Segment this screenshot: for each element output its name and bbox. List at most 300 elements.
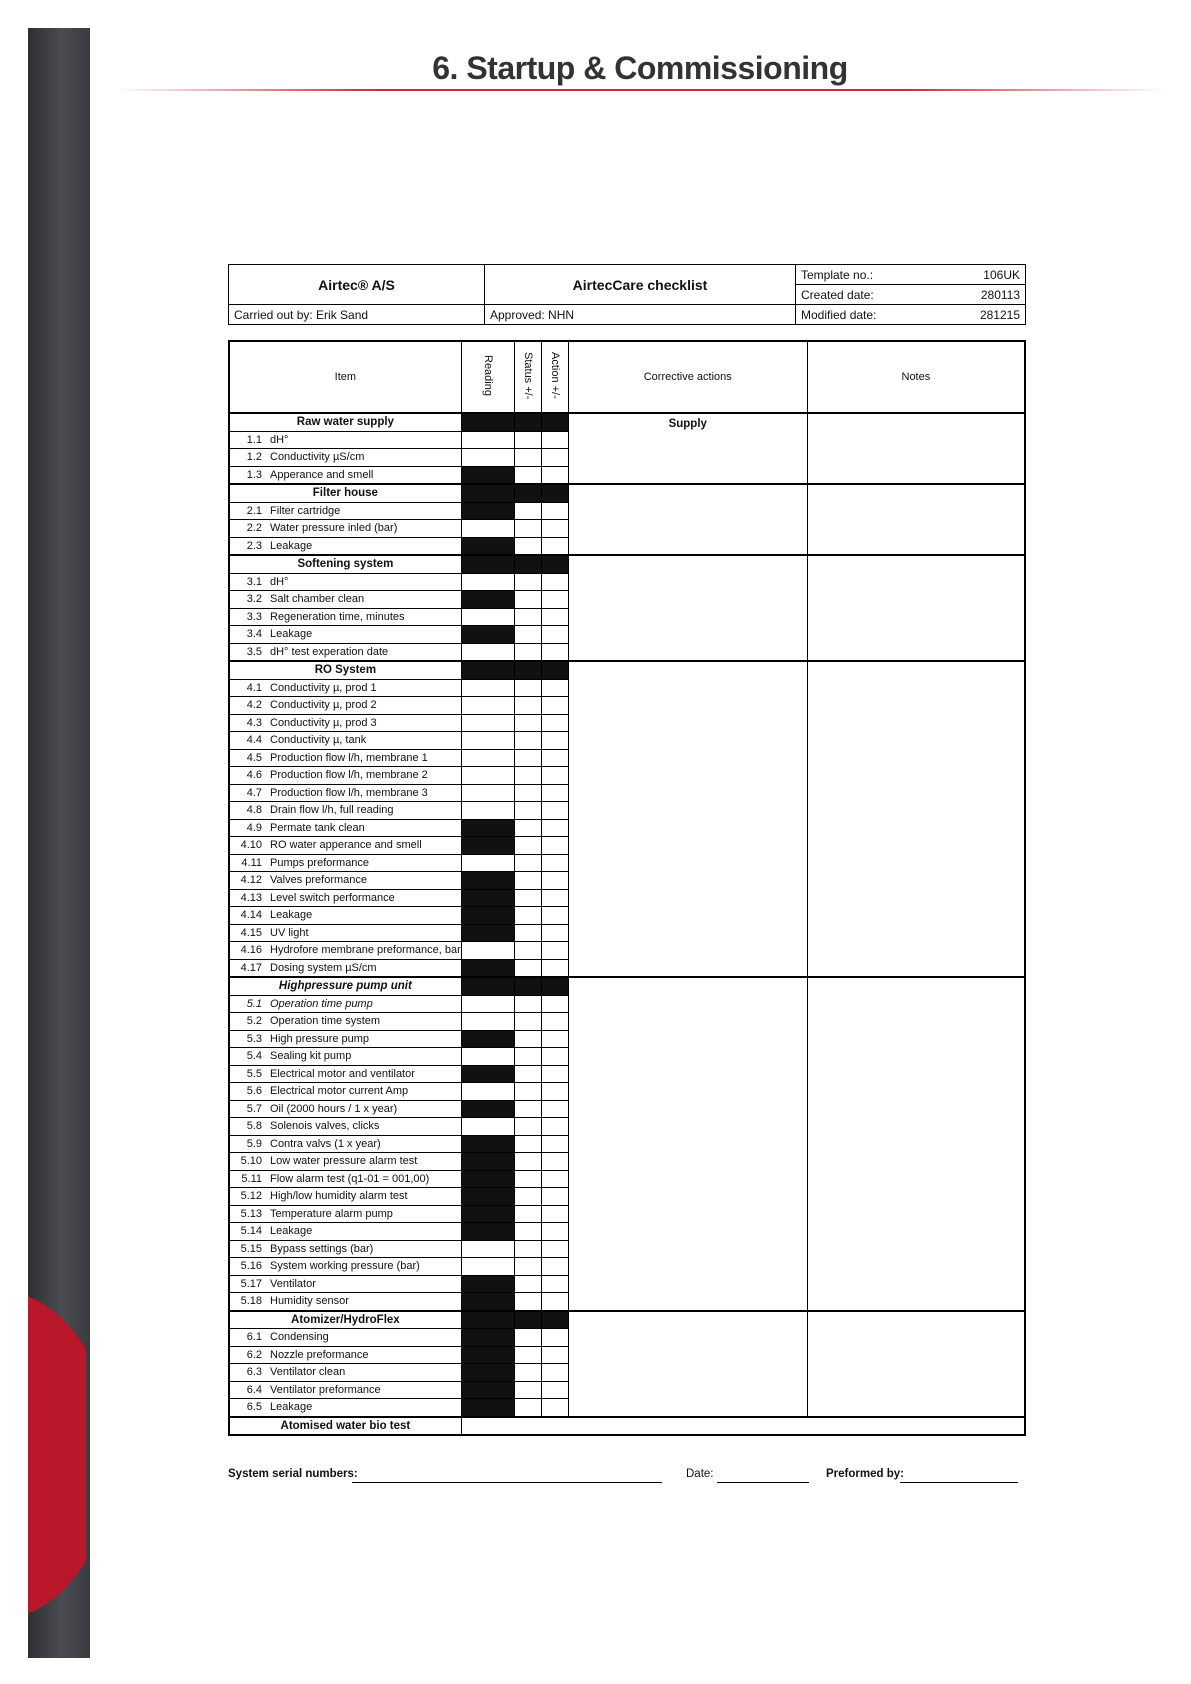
status-cell[interactable] [514, 1153, 541, 1171]
item-label: Hydrofore membrane preformance, bar [270, 944, 461, 957]
status-cell[interactable] [514, 449, 541, 467]
reading-cell[interactable] [461, 573, 514, 591]
action-cell[interactable] [541, 520, 568, 538]
item-label: Ventilator preformance [270, 1383, 381, 1396]
action-cell[interactable] [541, 924, 568, 942]
status-cell[interactable] [514, 466, 541, 484]
company-name: Airtec® A/S [229, 265, 485, 305]
action-cell[interactable] [541, 1223, 568, 1241]
section-title: RO System [229, 661, 461, 679]
status-cell[interactable] [514, 1399, 541, 1417]
item-number: 5.13 [240, 1207, 262, 1220]
notes-cell[interactable] [807, 977, 1025, 1311]
reading-blackout-cell [461, 1170, 514, 1188]
corrective-actions-cell[interactable] [568, 1311, 807, 1417]
status-cell[interactable] [514, 1258, 541, 1276]
item-cell [229, 697, 461, 715]
header-blackout-cell [514, 555, 541, 573]
status-cell[interactable] [514, 767, 541, 785]
item-label: High pressure pump [270, 1032, 370, 1045]
item-number: 4.7 [246, 786, 262, 799]
reading-cell[interactable] [461, 520, 514, 538]
status-cell[interactable] [514, 907, 541, 925]
status-cell[interactable] [514, 1030, 541, 1048]
section-row [229, 977, 1025, 995]
carried-out-by: Carried out by: Erik Sand [229, 305, 485, 325]
item-label: Electrical motor current Amp [270, 1085, 409, 1098]
item-cell [229, 714, 461, 732]
item-number: 4.3 [246, 716, 262, 729]
status-cell[interactable] [514, 995, 541, 1013]
bio-test-cell[interactable] [461, 1417, 1025, 1436]
item-label: Electrical motor and ventilator [270, 1067, 415, 1080]
item-number: 5.4 [246, 1050, 262, 1063]
reading-blackout-cell [461, 1153, 514, 1171]
status-cell[interactable] [514, 608, 541, 626]
notes-cell[interactable] [807, 484, 1025, 555]
item-label: Filter cartridge [270, 504, 341, 517]
item-cell [229, 1364, 461, 1382]
action-cell[interactable] [541, 643, 568, 661]
status-cell[interactable] [514, 714, 541, 732]
item-label: Regeneration time, minutes [270, 610, 405, 623]
status-cell[interactable] [514, 1240, 541, 1258]
item-number: 5.17 [240, 1277, 262, 1290]
status-cell[interactable] [514, 1275, 541, 1293]
action-cell[interactable] [541, 1170, 568, 1188]
reading-cell[interactable] [461, 854, 514, 872]
header-blackout-cell [541, 977, 568, 995]
action-cell[interactable] [541, 697, 568, 715]
status-cell[interactable] [514, 1118, 541, 1136]
item-number: 2.3 [246, 539, 262, 552]
action-cell[interactable] [541, 802, 568, 820]
action-cell[interactable] [541, 537, 568, 555]
action-cell[interactable] [541, 995, 568, 1013]
action-cell[interactable] [541, 466, 568, 484]
item-number: 5.6 [246, 1085, 262, 1098]
action-cell[interactable] [541, 714, 568, 732]
action-cell[interactable] [541, 1381, 568, 1399]
section-title: Filter house [229, 484, 461, 502]
modified-label: Modified date: [796, 305, 941, 325]
item-number: 6.4 [246, 1383, 262, 1396]
status-cell[interactable] [514, 802, 541, 820]
serial-label: System serial numbers: [228, 1468, 358, 1480]
action-cell[interactable] [541, 749, 568, 767]
reading-blackout-cell [461, 1293, 514, 1311]
header-blackout-cell [514, 413, 541, 431]
corrective-actions-cell[interactable] [568, 555, 807, 661]
item-number: 5.3 [246, 1032, 262, 1045]
reading-blackout-cell [461, 1135, 514, 1153]
reading-blackout-cell [461, 591, 514, 609]
action-cell[interactable] [541, 1364, 568, 1382]
item-label: Bypass settings (bar) [270, 1242, 374, 1255]
item-number: 4.10 [240, 839, 262, 852]
item-label: Leakage [270, 539, 313, 552]
status-cell[interactable] [514, 573, 541, 591]
item-label: Pumps preformance [270, 856, 370, 869]
item-number: 5.9 [246, 1137, 262, 1150]
header-blackout-cell [461, 413, 514, 431]
item-cell [229, 1258, 461, 1276]
item-cell [229, 1205, 461, 1223]
item-cell [229, 1381, 461, 1399]
reading-cell[interactable] [461, 784, 514, 802]
section-title: Softening system [229, 555, 461, 573]
header-blackout-cell [461, 977, 514, 995]
item-label: System working pressure (bar) [270, 1260, 420, 1273]
approved-by: Approved: NHN [485, 305, 796, 325]
action-cell[interactable] [541, 1399, 568, 1417]
action-cell[interactable] [541, 679, 568, 697]
reading-cell[interactable] [461, 431, 514, 449]
action-cell[interactable] [541, 1013, 568, 1031]
item-number: 4.11 [241, 856, 262, 869]
checklist-body [229, 413, 1025, 1435]
action-cell[interactable] [541, 1153, 568, 1171]
col-action-label: Action +/- [548, 352, 561, 399]
status-cell[interactable] [514, 784, 541, 802]
title-divider [115, 89, 1165, 91]
action-cell[interactable] [541, 767, 568, 785]
header-blackout-cell [461, 661, 514, 679]
status-cell[interactable] [514, 1135, 541, 1153]
reading-blackout-cell [461, 959, 514, 977]
action-cell[interactable] [541, 837, 568, 855]
status-cell[interactable] [514, 732, 541, 750]
status-cell[interactable] [514, 819, 541, 837]
action-cell[interactable] [541, 732, 568, 750]
page-title: 6. Startup & Commissioning [432, 50, 848, 86]
action-cell[interactable] [541, 854, 568, 872]
header-blackout-cell [541, 661, 568, 679]
item-number: 6.3 [246, 1366, 262, 1379]
reading-blackout-cell [461, 1364, 514, 1382]
action-cell[interactable] [541, 1346, 568, 1364]
item-label: Temperature alarm pump [270, 1207, 393, 1220]
action-cell[interactable] [541, 1118, 568, 1136]
action-cell[interactable] [541, 959, 568, 977]
reading-cell[interactable] [461, 1048, 514, 1066]
item-cell [229, 959, 461, 977]
corrective-actions-cell[interactable] [568, 977, 807, 1311]
status-cell[interactable] [514, 1223, 541, 1241]
item-number: 3.3 [246, 610, 262, 623]
header-blackout-cell [514, 1311, 541, 1329]
reading-cell[interactable] [461, 1083, 514, 1101]
item-cell [229, 1240, 461, 1258]
action-cell[interactable] [541, 942, 568, 960]
status-cell[interactable] [514, 1100, 541, 1118]
reading-blackout-cell [461, 1381, 514, 1399]
action-cell[interactable] [541, 1258, 568, 1276]
action-cell[interactable] [541, 784, 568, 802]
reading-cell[interactable] [461, 942, 514, 960]
bio-test-row [229, 1417, 1025, 1436]
reading-cell[interactable] [461, 449, 514, 467]
status-cell[interactable] [514, 942, 541, 960]
status-cell[interactable] [514, 854, 541, 872]
header-blackout-cell [461, 484, 514, 502]
item-number: 5.11 [241, 1172, 262, 1185]
item-cell [229, 679, 461, 697]
item-cell [229, 767, 461, 785]
action-cell[interactable] [541, 449, 568, 467]
reading-cell[interactable] [461, 732, 514, 750]
item-cell [229, 626, 461, 644]
action-cell[interactable] [541, 573, 568, 591]
status-cell[interactable] [514, 1048, 541, 1066]
reading-cell[interactable] [461, 608, 514, 626]
item-label: Operation time pump [270, 997, 373, 1010]
item-label: Valves preformance [270, 874, 368, 887]
item-label: Flow alarm test (q1-01 = 001,00) [270, 1172, 430, 1185]
action-cell[interactable] [541, 819, 568, 837]
reading-blackout-cell [461, 1346, 514, 1364]
reading-blackout-cell [461, 537, 514, 555]
status-cell[interactable] [514, 889, 541, 907]
item-cell [229, 819, 461, 837]
header-blackout-cell [461, 555, 514, 573]
item-cell [229, 1188, 461, 1206]
item-number: 4.9 [246, 821, 262, 834]
reading-cell[interactable] [461, 714, 514, 732]
item-number: 3.5 [246, 645, 262, 658]
checklist-table [228, 340, 1026, 1436]
checklist-header [228, 264, 1026, 325]
item-label: Production flow l/h, membrane 1 [270, 751, 428, 764]
item-label: Drain flow l/h, full reading [270, 804, 394, 817]
reading-cell[interactable] [461, 802, 514, 820]
item-label: Operation time system [270, 1015, 381, 1028]
item-cell [229, 749, 461, 767]
action-cell[interactable] [541, 1030, 568, 1048]
date-line[interactable] [717, 1482, 809, 1483]
status-cell[interactable] [514, 1013, 541, 1031]
item-cell [229, 924, 461, 942]
item-cell [229, 1346, 461, 1364]
item-label: Conductivity µ, tank [270, 734, 367, 747]
status-cell[interactable] [514, 1329, 541, 1347]
item-cell [229, 732, 461, 750]
item-label: Dosing system µS/cm [270, 961, 377, 974]
notes-cell[interactable] [807, 555, 1025, 661]
item-cell [229, 1170, 461, 1188]
action-cell[interactable] [541, 1100, 568, 1118]
corrective-actions-cell[interactable] [568, 661, 807, 977]
status-cell[interactable] [514, 591, 541, 609]
item-label: Level switch performance [270, 891, 395, 904]
action-cell[interactable] [541, 1065, 568, 1083]
item-number: 5.8 [246, 1120, 262, 1133]
item-cell [229, 431, 461, 449]
status-cell[interactable] [514, 537, 541, 555]
item-number: 4.13 [240, 891, 262, 904]
item-label: Condensing [270, 1331, 329, 1344]
reading-blackout-cell [461, 819, 514, 837]
item-label: Production flow l/h, membrane 3 [270, 786, 428, 799]
status-cell[interactable] [514, 924, 541, 942]
reading-blackout-cell [461, 1065, 514, 1083]
reading-cell[interactable] [461, 679, 514, 697]
action-cell[interactable] [541, 907, 568, 925]
item-number: 6.5 [246, 1401, 262, 1414]
status-cell[interactable] [514, 679, 541, 697]
status-cell[interactable] [514, 837, 541, 855]
item-number: 6.2 [246, 1348, 262, 1361]
item-cell [229, 1275, 461, 1293]
reading-cell[interactable] [461, 995, 514, 1013]
reading-blackout-cell [461, 1223, 514, 1241]
item-cell [229, 502, 461, 520]
item-label: Salt chamber clean [270, 593, 365, 606]
action-cell[interactable] [541, 1188, 568, 1206]
reading-cell[interactable] [461, 1118, 514, 1136]
status-cell[interactable] [514, 520, 541, 538]
action-cell[interactable] [541, 608, 568, 626]
item-label: dH° test experation date [270, 645, 389, 658]
section-row [229, 484, 1025, 502]
reading-blackout-cell [461, 1275, 514, 1293]
notes-cell[interactable] [807, 413, 1025, 484]
status-cell[interactable] [514, 959, 541, 977]
reading-cell[interactable] [461, 1013, 514, 1031]
item-label: Oil (2000 hours / 1 x year) [270, 1102, 398, 1115]
reading-blackout-cell [461, 1100, 514, 1118]
status-cell[interactable] [514, 1381, 541, 1399]
modified-value: 281215 [940, 305, 1025, 325]
section-row [229, 1311, 1025, 1329]
checklist-title: AirtecCare checklist [485, 265, 796, 305]
status-cell[interactable] [514, 697, 541, 715]
item-number: 5.7 [246, 1102, 262, 1115]
status-cell[interactable] [514, 1170, 541, 1188]
header-blackout-cell [541, 1311, 568, 1329]
item-number: 4.17 [240, 961, 262, 974]
performed-line[interactable] [900, 1482, 1018, 1483]
status-cell[interactable] [514, 1083, 541, 1101]
item-cell [229, 837, 461, 855]
notes-cell[interactable] [807, 1311, 1025, 1417]
action-cell[interactable] [541, 626, 568, 644]
reading-cell[interactable] [461, 1258, 514, 1276]
item-label: dH° [270, 575, 289, 588]
reading-cell[interactable] [461, 767, 514, 785]
status-cell[interactable] [514, 431, 541, 449]
action-cell[interactable] [541, 1205, 568, 1223]
item-number: 4.4 [246, 734, 262, 747]
item-cell [229, 1329, 461, 1347]
item-cell [229, 1100, 461, 1118]
action-cell[interactable] [541, 1135, 568, 1153]
item-label: Solenois valves, clicks [270, 1120, 380, 1133]
reading-cell[interactable] [461, 749, 514, 767]
date-label: Date: [686, 1468, 714, 1480]
reading-blackout-cell [461, 1399, 514, 1417]
status-cell[interactable] [514, 1364, 541, 1382]
item-label: dH° [270, 433, 289, 446]
action-cell[interactable] [541, 889, 568, 907]
status-cell[interactable] [514, 1346, 541, 1364]
item-cell [229, 449, 461, 467]
action-cell[interactable] [541, 1083, 568, 1101]
item-cell [229, 573, 461, 591]
item-label: Nozzle preformance [270, 1348, 369, 1361]
action-cell[interactable] [541, 502, 568, 520]
sidebar-accent [28, 1290, 86, 1620]
status-cell[interactable] [514, 1065, 541, 1083]
bio-test-label: Atomised water bio test [229, 1417, 461, 1436]
col-notes: Notes [807, 341, 1025, 413]
reading-cell[interactable] [461, 1240, 514, 1258]
item-number: 6.1 [246, 1331, 262, 1344]
status-cell[interactable] [514, 1188, 541, 1206]
status-cell[interactable] [514, 749, 541, 767]
item-cell [229, 466, 461, 484]
action-cell[interactable] [541, 591, 568, 609]
status-cell[interactable] [514, 1293, 541, 1311]
item-cell [229, 1135, 461, 1153]
item-label: Water pressure inled (bar) [270, 522, 398, 535]
action-cell[interactable] [541, 1293, 568, 1311]
item-number: 5.10 [240, 1155, 262, 1168]
corrective-actions-cell[interactable] [568, 413, 807, 484]
item-cell [229, 942, 461, 960]
action-cell[interactable] [541, 1329, 568, 1347]
item-cell [229, 1065, 461, 1083]
item-label: Contra valvs (1 x year) [270, 1137, 381, 1150]
created-value: 280113 [940, 285, 1025, 305]
item-number: 1.3 [246, 468, 262, 481]
item-cell [229, 1030, 461, 1048]
item-label: Humidity sensor [270, 1295, 349, 1308]
template-value: 106UK [940, 265, 1025, 285]
status-cell[interactable] [514, 872, 541, 890]
reading-blackout-cell [461, 1030, 514, 1048]
item-cell [229, 608, 461, 626]
action-cell[interactable] [541, 1275, 568, 1293]
serial-line[interactable] [352, 1482, 662, 1483]
status-cell[interactable] [514, 502, 541, 520]
status-cell[interactable] [514, 1205, 541, 1223]
item-cell [229, 1399, 461, 1417]
item-cell [229, 1048, 461, 1066]
performed-label: Preformed by: [826, 1468, 904, 1480]
corrective-actions-cell[interactable] [568, 484, 807, 555]
reading-blackout-cell [461, 837, 514, 855]
header-blackout-cell [514, 661, 541, 679]
item-number: 5.16 [240, 1260, 262, 1273]
status-cell[interactable] [514, 643, 541, 661]
col-reading-label: Reading [481, 355, 494, 396]
reading-blackout-cell [461, 502, 514, 520]
reading-blackout-cell [461, 626, 514, 644]
item-cell [229, 1293, 461, 1311]
item-cell [229, 784, 461, 802]
item-number: 3.1 [246, 575, 262, 588]
action-cell[interactable] [541, 1240, 568, 1258]
reading-cell[interactable] [461, 697, 514, 715]
action-cell[interactable] [541, 431, 568, 449]
item-number: 4.1 [246, 681, 262, 694]
notes-cell[interactable] [807, 661, 1025, 977]
action-cell[interactable] [541, 1048, 568, 1066]
action-cell[interactable] [541, 872, 568, 890]
reading-cell[interactable] [461, 643, 514, 661]
status-cell[interactable] [514, 626, 541, 644]
